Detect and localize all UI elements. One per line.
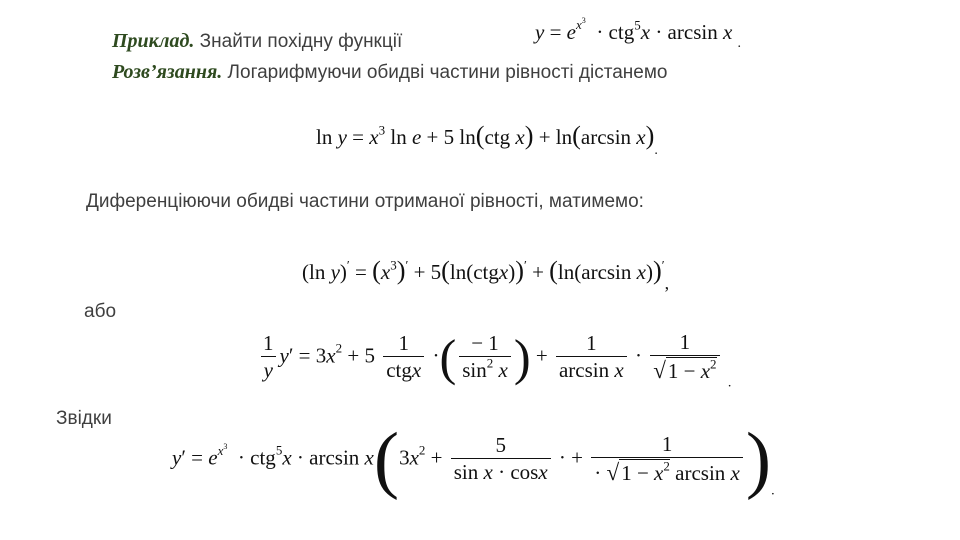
formula-derivative: (ln $y)' = (x^3)'$ + 5(ln(ctgx))′ + (ln(arcsin x))′, [302,256,670,293]
example-line [112,30,402,53]
example-label: Приклад. [112,30,195,52]
formula-result: $y' = e^{x^3} \cdot ctg^5x \cdot \arcsin x(3x^2$ + $\frac{5}{\text{sin x · cosx}}$ · + $\frac{1}{\cdot √1 - x^2 \arcsin x}$ )$_.$ [172,417,775,501]
example-text: Знайти похідну функції [194,31,403,52]
differentiating-line: Диференціюючи обидві частини отриманої рівності, матимемо: [86,191,644,212]
formula-function: $y = e^{x^3} \cdot ctg^5x \cdot \arcsin x$ $_.$ [535,16,742,51]
solution-line [112,61,667,84]
whence-line: Звідки [56,408,112,429]
formula-expanded: $\frac{1}{y}$ $y' = 3x^2 + 5$ $\frac{1}{\text{ctgx}}$ ·( $\frac{- 1}{\sin^2 x}$ ) + $\frac{1}{\text{arcsin x}}$ · $\frac{1}{√1 - x^2}$ $_.$ [257,330,731,391]
solution-label: Розв’язання. [112,61,223,83]
formula-log: $\ln y = x^3$ ln e + 5 ln(ctg x) + ln(arcsin $x)_.$ [316,121,658,158]
solution-text: Логарифмуючи обидві частини рівності дістанемо [222,62,668,83]
or-line: або [84,301,117,322]
